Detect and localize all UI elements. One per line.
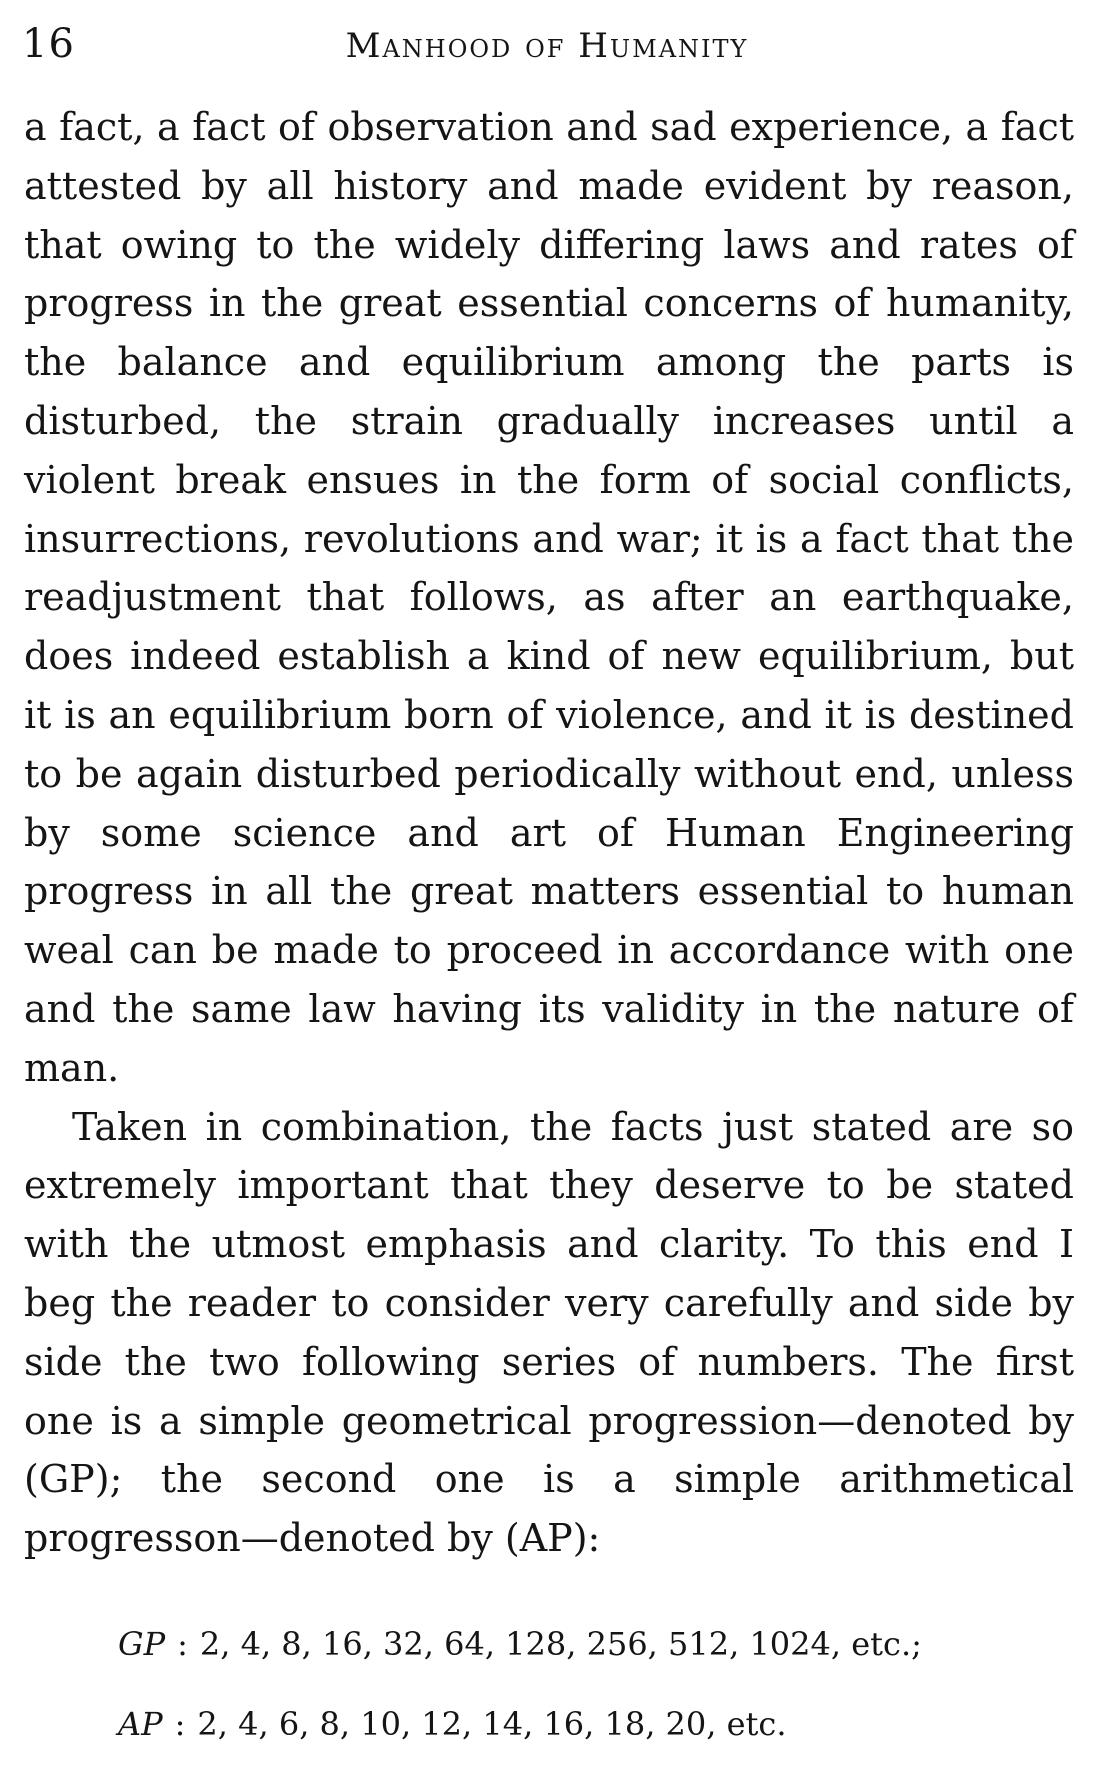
gp-series-values: 2, 4, 8, 16, 32, 64, 128, 256, 512, 1024, etc.; [199,1625,922,1663]
body-text [24,98,1074,1568]
ap-series-colon: : [174,1705,186,1743]
page-number: 16 [22,21,75,67]
running-title: Manhood of Humanity [345,26,749,66]
running-head [22,20,1072,80]
ap-series-label: AP [118,1705,163,1743]
gp-series-label: GP [118,1625,166,1663]
gp-series-colon: : [177,1625,188,1663]
ap-series-values: 2, 4, 6, 8, 10, 12, 14, 16, 18, 20, etc. [197,1705,787,1743]
ap-series [118,1702,1018,1746]
paragraph-1: a fact, a fact of observation and sad experience, a fact attested by all history and made evident by reason, that owing to the widely differing laws and rates of progress in the great essential concerns of humanity, the balance and equilibrium among the parts is disturbed, the strain gradually increases until a violent break ensues in the form of social conflicts, insurrections, revolutions and war; it is a fact that the readjustment that follows, as after an earthquake, does indeed establish a kind of new equilibrium, but it is an equilibrium born of violence, and it is destined to be again disturbed periodically without end, unless by some science and art of Human Engineering progress in all the great matters essential to human weal can be made to proceed in accordance with one and the same law having its validity in the nature of man. [24,105,1074,1090]
paragraph-2: Taken in combination, the facts just stated are so extremely important that they deserve to be stated with the utmost emphasis and clarity. To this end I beg the reader to consider very carefully and side by side the two following series of numbers. The first one is a simple geometrical progression—denoted by (GP); the second one is a simple arithmetical progresson—denoted by (AP): [24,1104,1074,1561]
gp-series [118,1622,1018,1666]
